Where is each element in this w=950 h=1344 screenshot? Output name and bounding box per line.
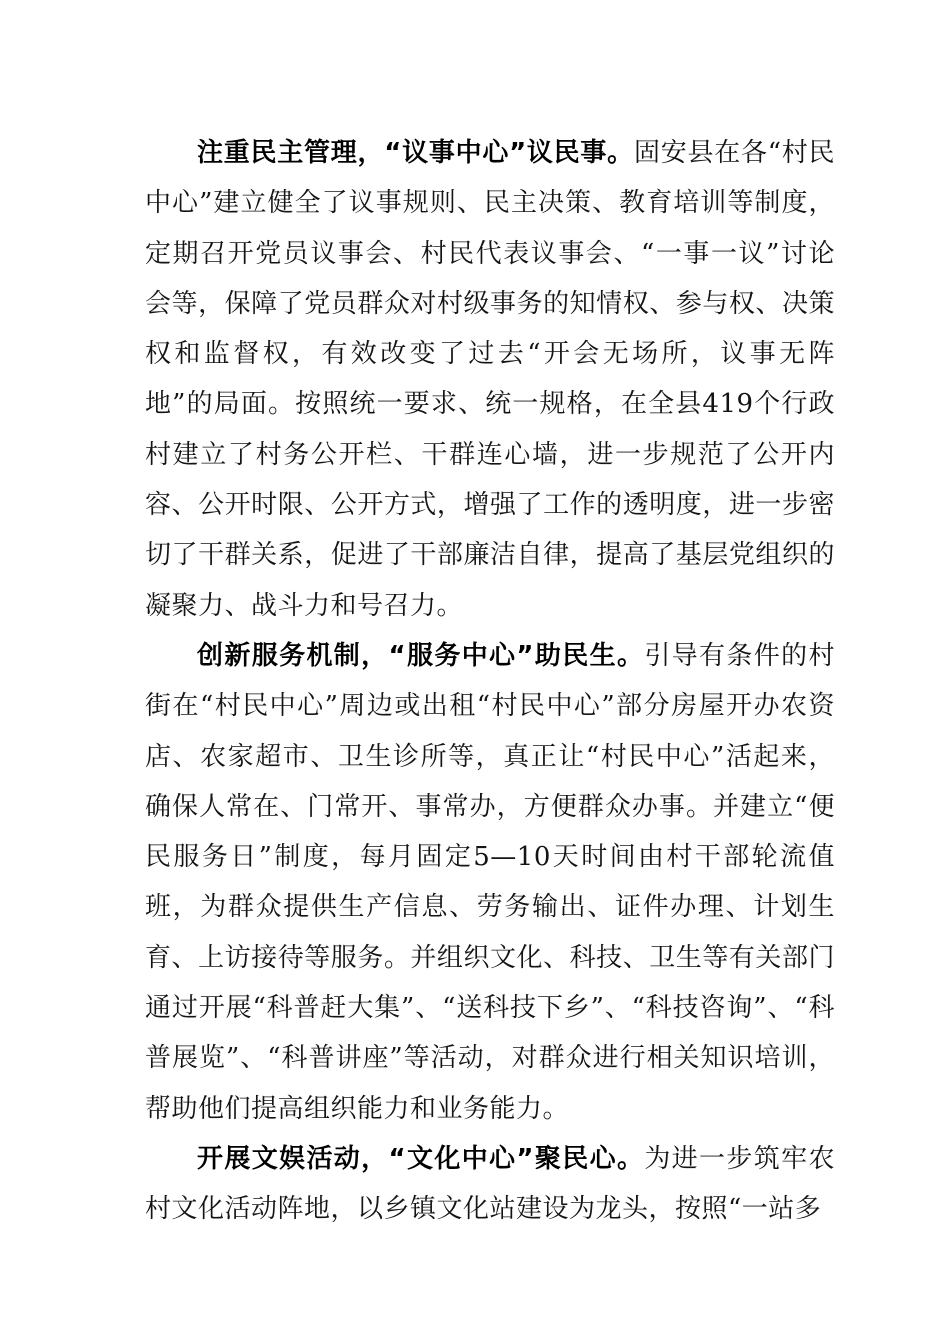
paragraph-heading: 注重民主管理，“议事中心”议民事。 (197, 138, 634, 168)
paragraph-text: 引导有条件的村街在“村民中心”周边或出租“村民中心”部分房屋开办农资店、农家超市、卫生诊所等，真正让“村民中心”活起来，确保人常在、门常开、事常办，方便群众办事。并建立“便民服务日”制度，每月固定5—10天时间由村干部轮流值班，为群众提供生产信息、劳务输出、证件办理、计划生育、上访接待等服务。并组织文化、科技、卫生等有关部门通过开展“科普赶大集”、“送科技下乡”、“科技咨询”、“科普展览”、“科普讲座”等活动，对群众进行相关知识培训，帮助他们提高组织能力和业务能力。 (145, 640, 835, 1124)
paragraph-text: 为进一步筑牢农村文化活动阵地，以乡镇文化站建设为龙头，按照“一站多 (145, 1143, 835, 1225)
paragraph-cultural-activities (145, 1134, 835, 1235)
paragraph-text: 固安县在各“村民中心”建立健全了议事规则、民主决策、教育培训等制度，定期召开党员议事会、村民代表议事会、“一事一议”讨论会等，保障了党员群众对村级事务的知情权、参与权、决策权和监督权，有效改变了过去“开会无场所，议事无阵地”的局面。按照统一要求、统一规格，在全县419个行政村建立了村务公开栏、干群连心墙，进一步规范了公开内容、公开时限、公开方式，增强了工作的透明度，进一步密切了干群关系，促进了干部廉洁自律，提高了基层党组织的凝聚力、战斗力和号召力。 (145, 138, 835, 621)
paragraph-service-mechanism (145, 631, 835, 1134)
paragraph-heading: 开展文娱活动，“文化中心”聚民心。 (197, 1143, 645, 1174)
document-body (145, 128, 835, 1235)
paragraph-heading: 创新服务机制，“服务中心”助民生。 (197, 640, 645, 671)
paragraph-democratic-management (145, 128, 835, 631)
